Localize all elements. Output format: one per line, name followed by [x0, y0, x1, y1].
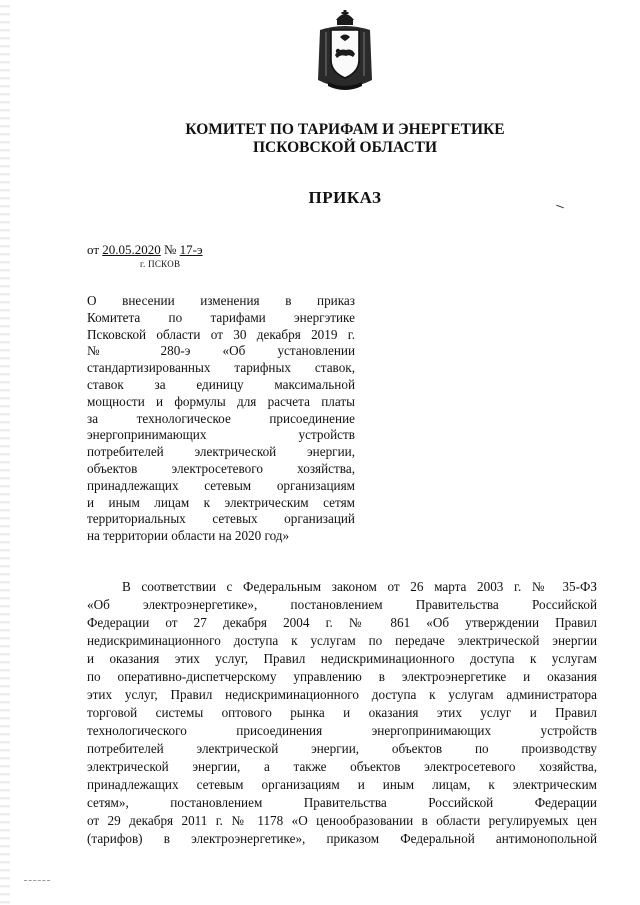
subject-line: Псковской области от 30 декабря 2019 г. — [87, 326, 355, 342]
body-line: этих услуг, Правил недискриминационного доступа к услугам администратора — [87, 687, 597, 702]
body-line: «Об электроэнергетике», постановлением Правительства Российской — [87, 597, 597, 612]
order-body — [87, 578, 597, 848]
subject-line: № 280-э «Об установлении — [87, 343, 355, 359]
body-line: (тарифов) в электроэнергетике», приказом Федеральной антимонопольной — [87, 831, 597, 846]
body-line: Федерации от 27 декабря 2004 г. № 861 «Об утверждении Правил — [87, 615, 597, 630]
body-line: торговой системы оптового рынка и оказания этих услуг и Правил — [87, 705, 597, 720]
pskov-coat-of-arms-icon — [316, 10, 374, 92]
subject-line: ставок за единицу максимальной — [87, 376, 355, 392]
subject-line: на территории области на 2020 год» — [87, 528, 290, 544]
organization-title — [150, 121, 540, 157]
order-date: 20.05.2020 — [102, 242, 161, 257]
order-number: 17-э — [179, 242, 203, 257]
scan-mark — [556, 205, 564, 209]
subject-line: мощности и формулы для расчета платы — [87, 393, 355, 409]
city-label: г. ПСКОВ — [140, 259, 181, 269]
order-date-number — [87, 242, 203, 258]
body-line: недискриминационного доступа к услугам по передаче электрической энергии — [87, 633, 597, 648]
number-sign: № — [160, 242, 180, 257]
body-line: принадлежащих сетевым организациям и иным лицам, к электрическим — [87, 777, 597, 792]
org-title-line2: ПСКОВСКОЙ ОБЛАСТИ — [252, 139, 437, 156]
body-line: от 29 декабря 2011 г. № 1178 «О ценообразовании в области регулируемых цен — [87, 813, 597, 828]
subject-line: стандартизированных тарифных ставок, — [87, 360, 355, 376]
subject-line: за технологическое присоединение — [87, 410, 355, 426]
date-prefix: от — [87, 242, 103, 257]
subject-line: и иным лицам к электрическим сетям — [87, 494, 355, 510]
scan-edge-artifact — [0, 0, 10, 905]
body-line: и оказания этих услуг, Правил недискриминационного доступа к услугам — [87, 651, 597, 666]
body-line: технологического присоединения энергопринимающих устройств — [87, 723, 597, 738]
body-line: потребителей электрической энергии, объектов по производству — [87, 741, 597, 756]
subject-line: О внесении изменения в приказ — [87, 293, 355, 308]
order-subject — [87, 293, 355, 545]
body-line: сетям», постановлением Правительства Российской Федерации — [87, 795, 597, 810]
scan-footer-mark — [24, 880, 50, 882]
subject-line: объектов электросетевого хозяйства, — [87, 460, 355, 476]
body-line: В соответствии с Федеральным законом от 26 марта 2003 г. № 35-ФЗ — [122, 579, 597, 594]
body-line: по оперативно-диспетчерскому управлению в электроэнергетике и оказания — [87, 669, 597, 684]
subject-line: потребителей электрической энергии, — [87, 444, 355, 460]
body-line: электрической энергии, а также объектов электросетевого хозяйства, — [87, 759, 597, 774]
subject-line: Комитета по тарифами энергэтике — [87, 309, 355, 325]
org-title-line1: КОМИТЕТ ПО ТАРИФАМ И ЭНЕРГЕТИКЕ — [185, 121, 505, 138]
subject-line: принадлежащих сетевым организациям — [87, 477, 355, 493]
subject-line: территориальных сетевых организаций — [87, 511, 355, 527]
subject-line: энергопринимающих устройств — [87, 427, 355, 443]
document-type-heading: ПРИКАЗ — [308, 188, 382, 207]
